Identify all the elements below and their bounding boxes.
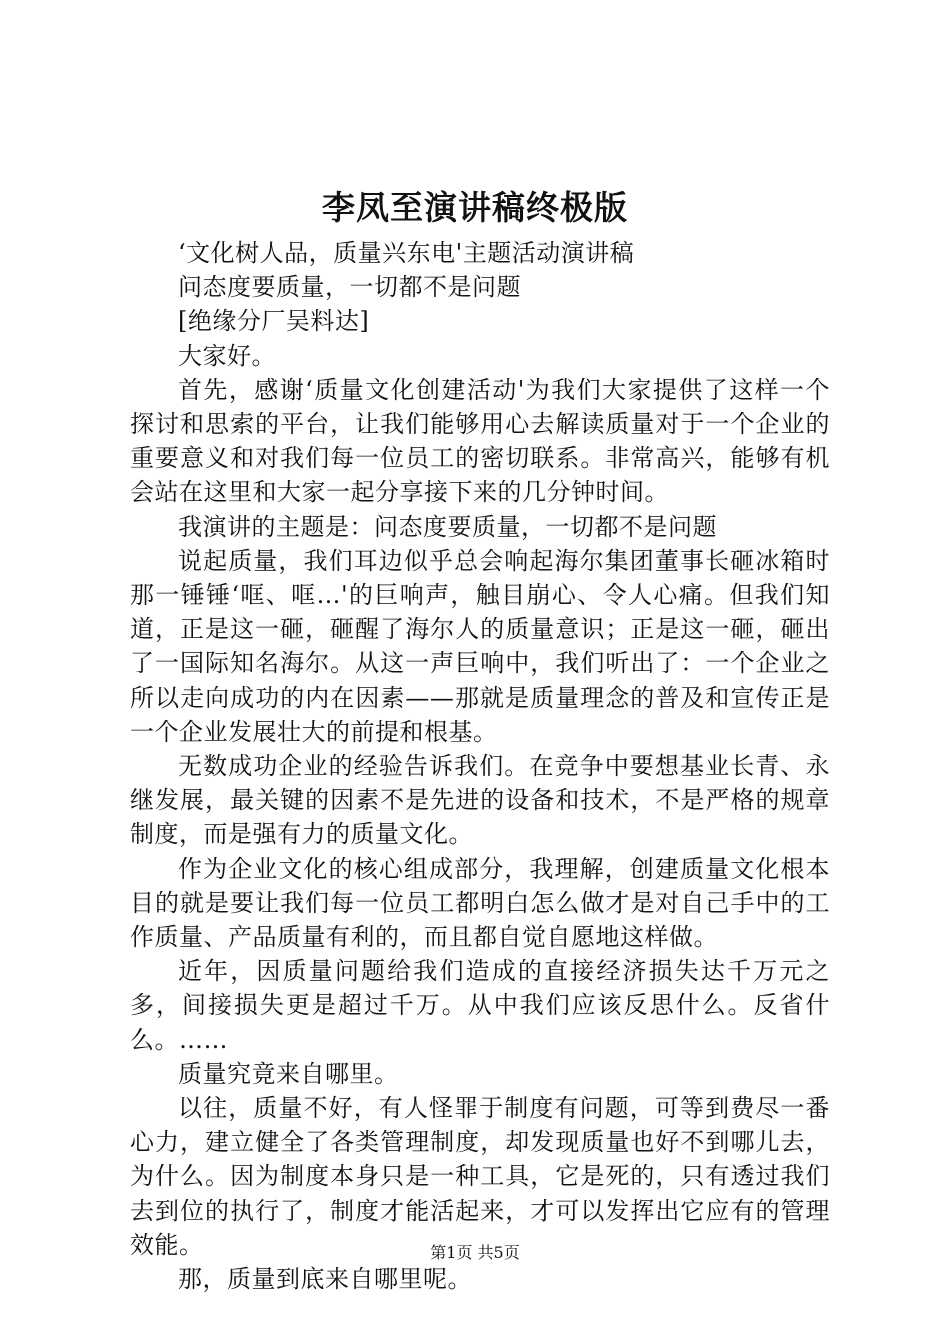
page-indicator: 第1页 共5页 [430,1243,520,1262]
paragraph: 说起质量，我们耳边似乎总会响起海尔集团董事长砸冰箱时那一锤锤‘哐、哐…'的巨响声，触目崩心、令人心痛。但我们知道，正是这一砸，砸醒了海尔人的质量意识；正是这一砸，砸出了一国际知名海尔。从这一声巨响中，我们听出了：一个企业之所以走向成功的内在因素——那就是质量理念的普及和宣传正是一个企业发展壮大的前提和根基。 [130,546,830,746]
paragraph: 以往，质量不好，有人怪罪于制度有问题，可等到费尽一番心力，建立健全了各类管理制度，却发现质量也好不到哪儿去，为什么。因为制度本身只是一种工具，它是死的，只有透过我们去到位的执行了，制度才能活起来，才可以发挥出它应有的管理效能。 [130,1094,830,1259]
paragraph: 近年，因质量问题给我们造成的直接经济损失达千万元之多，间接损失更是超过千万。从中我们应该反思什么。反省什么。…… [130,957,830,1054]
paragraph: 首先，感谢‘质量文化创建活动'为我们大家提供了这样一个探讨和思索的平台，让我们能够用心去解读质量对于一个企业的重要意义和对我们每一位员工的密切联系。非常高兴，能够有机会站在这里和大家一起分享接下来的几分钟时间。 [130,375,830,507]
paragraph: 质量究竟来自哪里。 [178,1059,399,1088]
paragraph: 无数成功企业的经验告诉我们。在竞争中要想基业长青、永继发展，最关键的因素不是先进的设备和技术，不是严格的规章制度，而是强有力的质量文化。 [130,752,830,849]
paragraph-speaker: [绝缘分厂吴料达] [178,307,370,336]
paragraph: 那，质量到底来自哪里呢。 [178,1265,472,1294]
paragraph: 我演讲的主题是：问态度要质量，一切都不是问题 [178,512,717,541]
paragraph-subtitle: ‘文化树人品，质量兴东电'主题活动演讲稿 [178,239,635,267]
document-body [130,236,830,1296]
paragraph: 作为企业文化的核心组成部分，我理解，创建质量文化根本目的就是要让我们每一位员工都明白怎么做才是对自己手中的工作质量、产品质量有利的，而且都自觉自愿地这样做。 [130,854,830,952]
document-title: 李凤至演讲稿终极版 [322,188,628,227]
paragraph-theme: 问态度要质量，一切都不是问题 [178,273,521,302]
paragraph-greeting: 大家好。 [178,341,276,370]
